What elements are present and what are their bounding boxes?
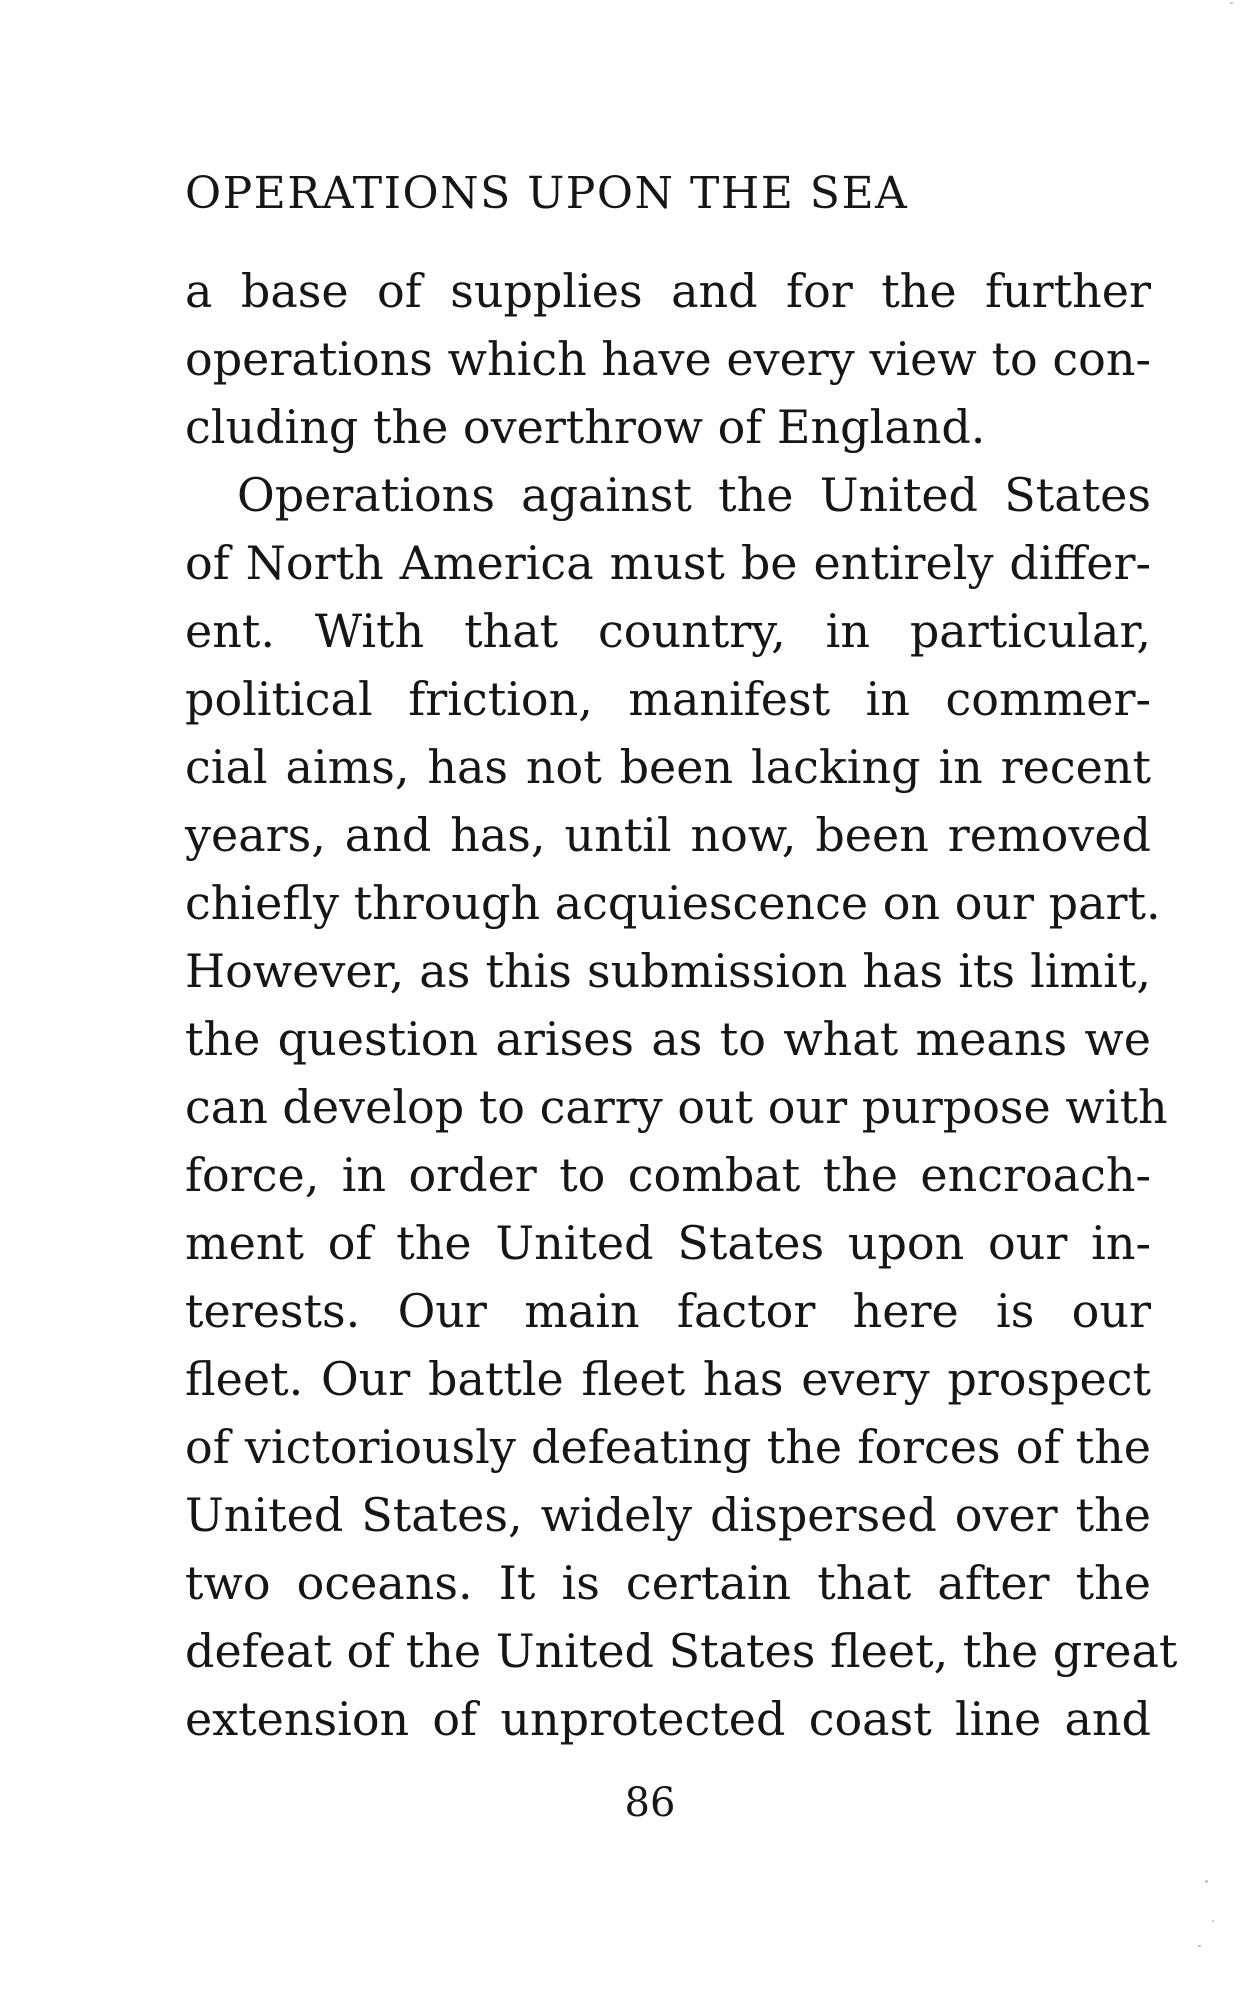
text-line: extension of unprotected coast line and (185, 1692, 1151, 1746)
text-line: cial aims, has not been lacking in recent (185, 740, 1151, 794)
text-line: cluding the overthrow of England. (185, 400, 986, 454)
text-line: operations which have every view to con- (185, 332, 1151, 386)
scan-speck (1212, 1920, 1214, 1922)
text-line: political friction, manifest in commer- (185, 672, 1151, 726)
text-line: fleet. Our battle fleet has every prospect (185, 1352, 1151, 1406)
text-line: of North America must be entirely differ- (185, 536, 1151, 590)
text-line: United States, widely dispersed over the (185, 1488, 1151, 1542)
scan-speck (1205, 1880, 1208, 1883)
running-head: OPERATIONS UPON THE SEA (185, 168, 909, 219)
text-line: ent. With that country, in particular, (185, 604, 1151, 658)
text-line: force, in order to combat the encroach- (185, 1148, 1151, 1202)
text-line: two oceans. It is certain that after the (185, 1556, 1151, 1610)
text-line: the question arises as to what means we (185, 1012, 1151, 1066)
text-line: chiefly through acquiescence on our part. (185, 876, 1161, 930)
page-number: 86 (624, 1780, 676, 1826)
text-line: defeat of the United States fleet, the great (185, 1624, 1178, 1678)
text-line: of victoriously defeating the forces of the (185, 1420, 1151, 1474)
text-line: years, and has, until now, been removed (185, 808, 1151, 862)
text-line: terests. Our main factor here is our (185, 1284, 1151, 1338)
scan-speck (1230, 2, 1233, 4)
text-line: ment of the United States upon our in- (185, 1216, 1151, 1270)
text-line: a base of supplies and for the further (185, 264, 1151, 318)
text-line: Operations against the United States (237, 468, 1151, 522)
scan-speck (1198, 1945, 1201, 1947)
text-line: However, as this submission has its limit, (185, 944, 1151, 998)
text-line: can develop to carry out our purpose with (185, 1080, 1168, 1134)
